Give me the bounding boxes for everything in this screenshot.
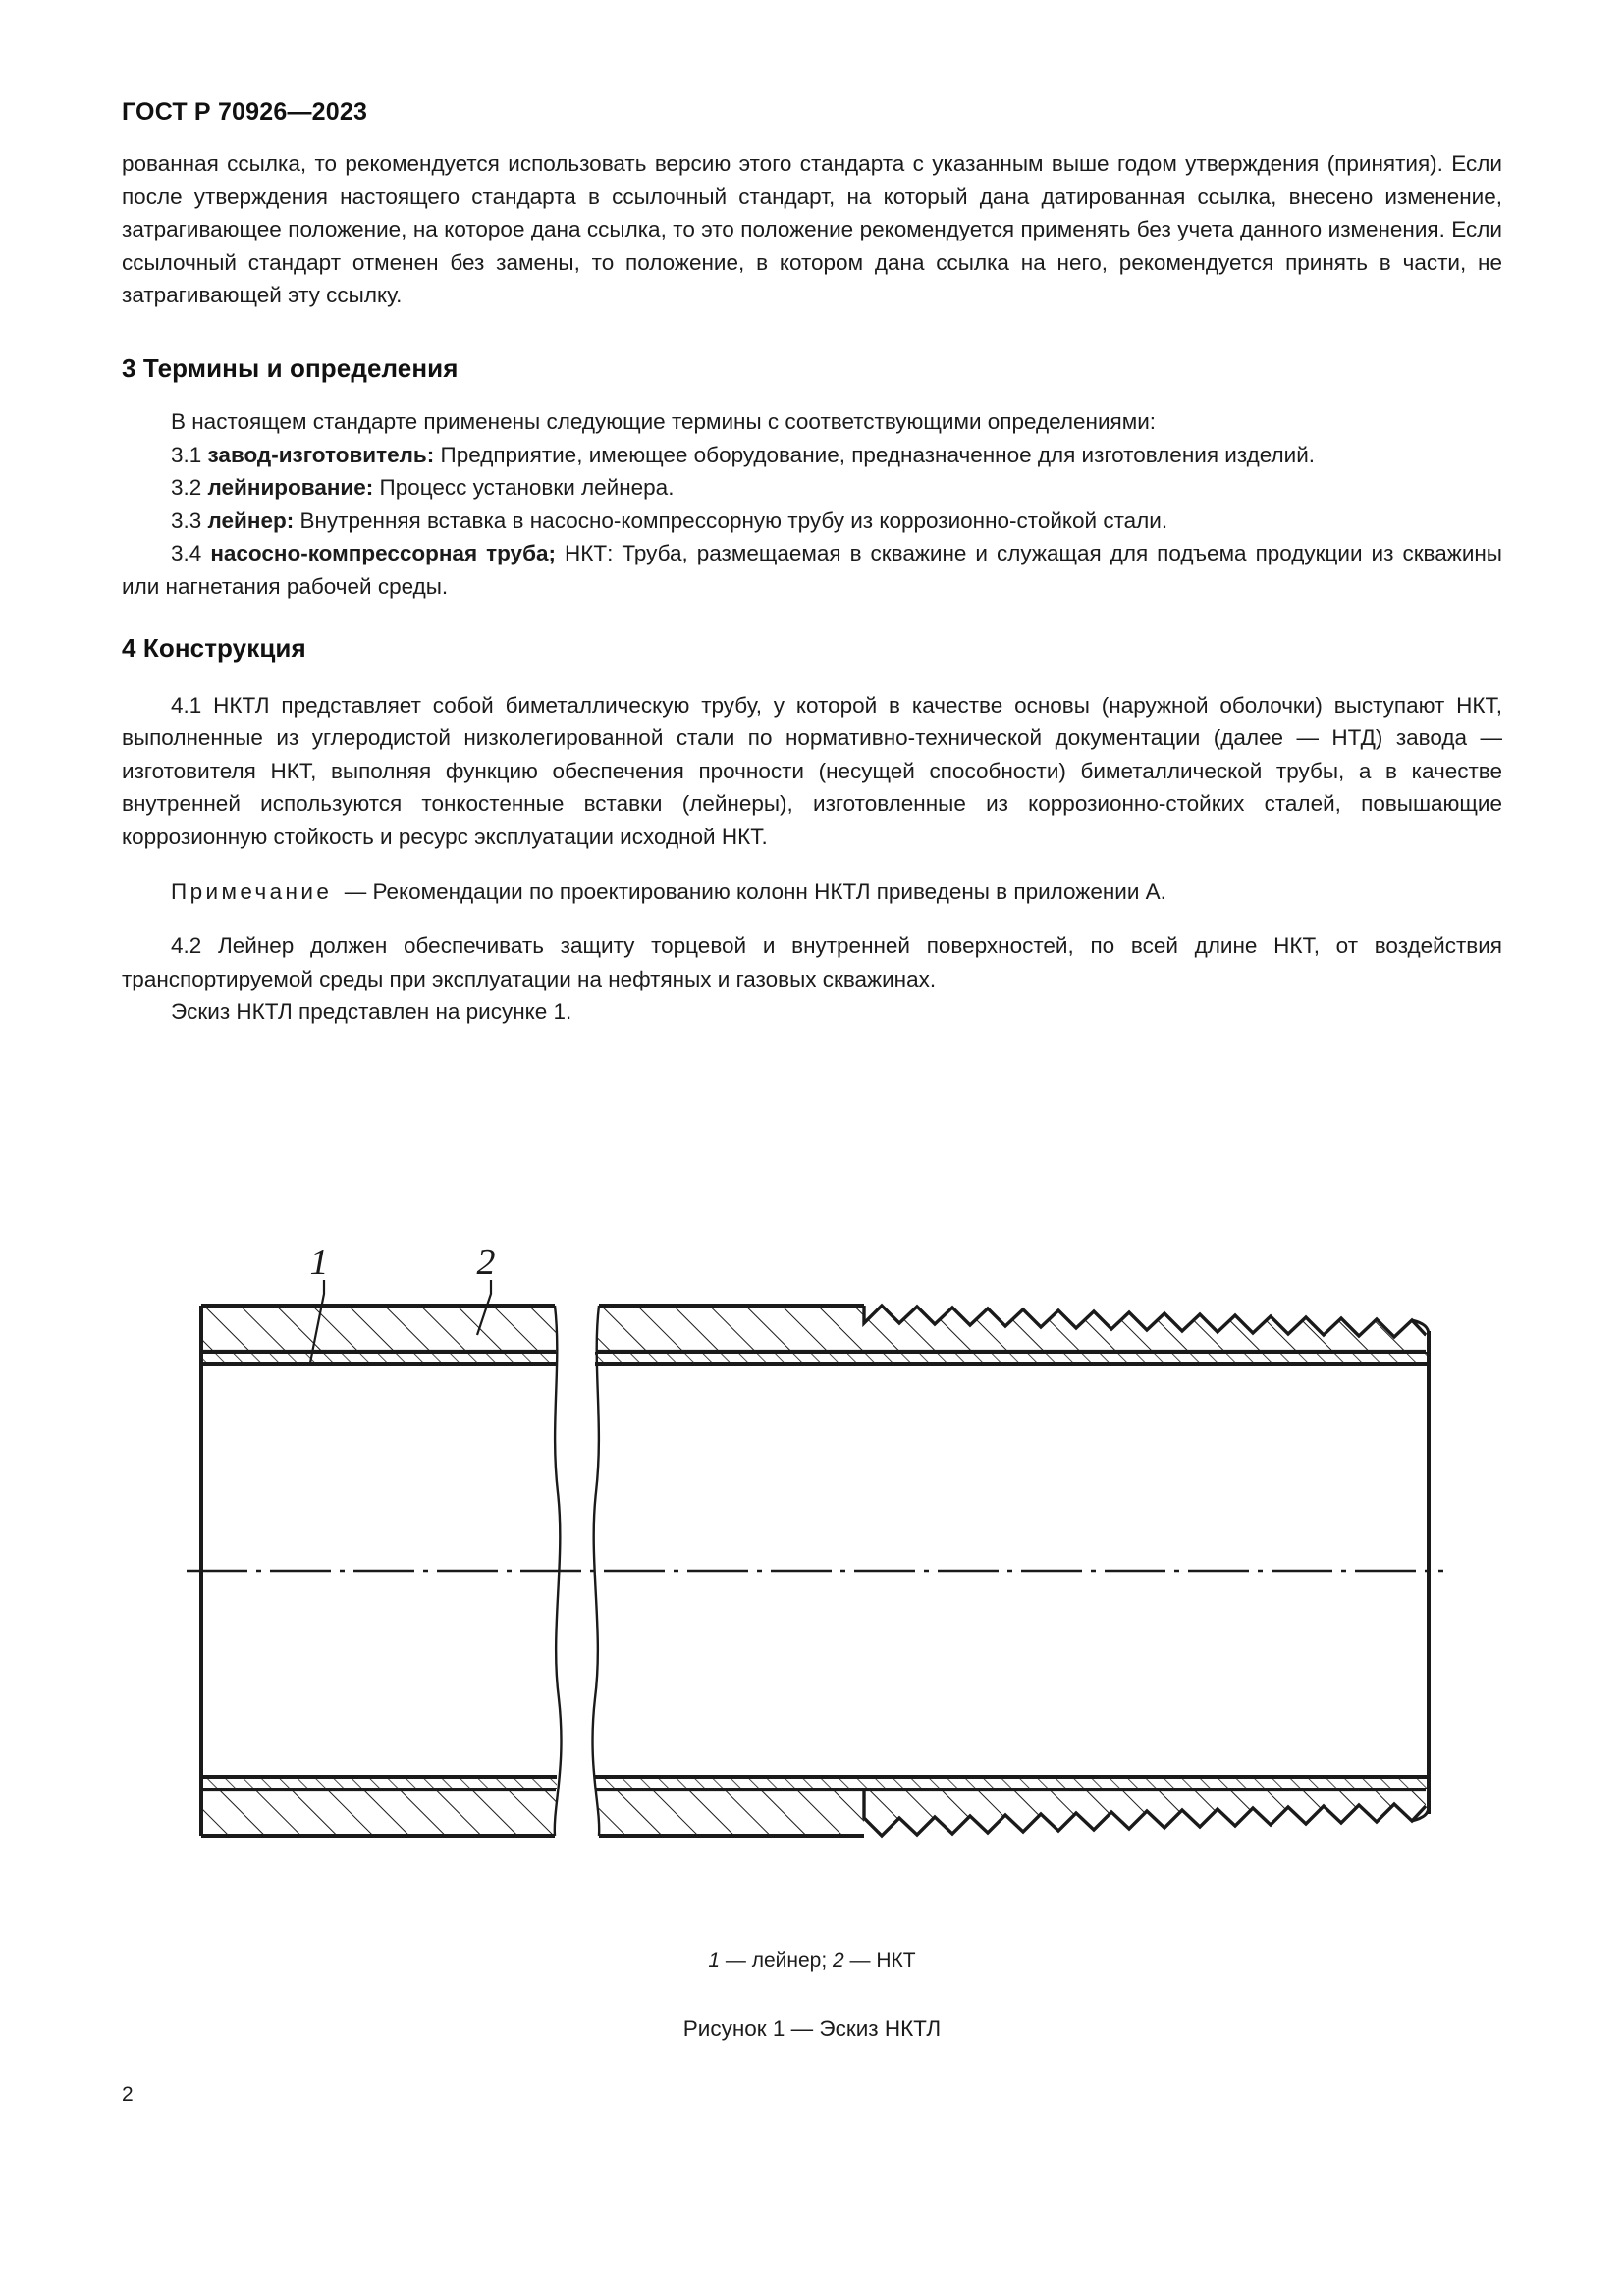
term-number: 3.3 [171,507,202,533]
spacer [122,312,1502,353]
paragraph-4-1 [122,689,1502,854]
tube-bottom-wall-hatch-right-plain [599,1790,864,1836]
paragraph-number: 4.1 [171,692,202,718]
term-definition: Внутренняя вставка в насосно-компрессорную трубу из коррозионно-стойкой стали. [299,507,1168,533]
note-4-1 [122,876,1502,909]
term-definition: НКТ: Труба, размещаемая в скважине и служащая для подъема продукции из скважины или нагнетания рабочей среды. [122,541,1502,599]
spacer [122,384,1502,405]
term-number: 3.4 [171,541,202,566]
term-3-4 [122,537,1502,603]
term-3-2 [122,471,1502,505]
section-heading-3: 3 Термины и определения [122,352,459,383]
spacer [122,908,1502,930]
term-3-1 [122,439,1502,472]
term-label: лейнер: [207,507,295,533]
tube-cross-section-svg [0,1247,1624,1934]
term-label: насосно-компрессорная труба; [210,541,556,566]
section3-intro: В настоящем стандарте применены следующие термины с соответствующими определениями: [171,408,1157,434]
term-definition: Процесс установки лейнера. [379,475,675,501]
spacer [122,604,1502,633]
paragraph-4-2 [122,930,1502,995]
note-text: — Рекомендации по проектированию колонн НКТЛ приведены в приложении А. [344,879,1166,904]
figure-1-drawing [0,1247,1624,1934]
section-heading-4: 4 Конструкция [122,632,306,663]
figure-1 [0,1247,1624,2042]
tube-top-wall-hatch-right-plain [596,1306,864,1351]
term-label: лейнирование: [207,475,374,501]
callout-label-1: 1 [309,1247,329,1283]
spacer [122,664,1502,689]
paragraph-text: Лейнер должен обеспечивать защиту торцевой и внутренней поверхностей, по всей длине НКТ, от воздействия транспортируемой среды при эксплуатации на нефтяных и газовых скважинах. [122,934,1502,991]
paragraph-text: НКТЛ представляет собой биметаллическую трубу, у которой в качестве основы (наружной оболочки) выступают НКТ, выполненные из углеродистой низколегированной стали по нормативно-технической документации (далее — НТД) завода — изготовителя НКТ, выполняя функцию обеспечения прочности (несущей способности) биметаллической трубы, а в качестве внутренней используются тонкостенные вставки (лейнеры), изготовленные из коррозионно-стойких сталей, повышающие коррозионную стойкость и ресурс эксплуатации исходной НКТ. [122,692,1502,849]
document-header-standard-id: ГОСТ Р 70926—2023 [122,98,368,126]
page-number: 2 [122,2083,134,2106]
tube-bottom-wall-hatch-left [201,1790,558,1836]
legend-part-number-1: 1 [708,1949,721,1972]
spacer [122,854,1502,876]
figure-1-caption: Рисунок 1 — Эскиз НКТЛ [682,2016,942,2041]
tube-top-wall-hatch-left [201,1306,558,1351]
term-number: 3.2 [171,475,202,501]
term-label: завод-изготовитель: [207,442,435,467]
paragraph-figure-ref: Эскиз НКТЛ представлен на рисунке 1. [171,999,572,1025]
term-number: 3.1 [171,442,202,467]
figure-1-legend [0,1949,1624,1973]
paragraph-continued: рованная ссылка, то рекомендуется использовать версию этого стандарта с указанным выше годом утверждения (принятия). Если после утверждения настоящего стандарта в ссылочный стандарт, на который дана датированная ссылка, внесено изменение, затрагивающее положение, на которое дана ссылка, то это положение рекомендуется применять без учета данного изменения. Если ссылочный стандарт отменен без замены, то положение, в котором дана ссылка на него, рекомендуется принять в части, не затрагивающей эту ссылку. [122,151,1502,308]
note-label: Примечание [171,879,333,904]
document-body [122,147,1502,1029]
legend-part-name-2: — НКТ [843,1949,916,1972]
legend-part-number-2: 2 [833,1949,844,1972]
callout-label-2: 2 [476,1247,496,1283]
term-definition: Предприятие, имеющее оборудование, предназначенное для изготовления изделий. [440,442,1316,467]
term-3-3 [122,505,1502,538]
legend-part-name-1: — лейнер; [720,1949,834,1972]
paragraph-number: 4.2 [171,934,202,959]
